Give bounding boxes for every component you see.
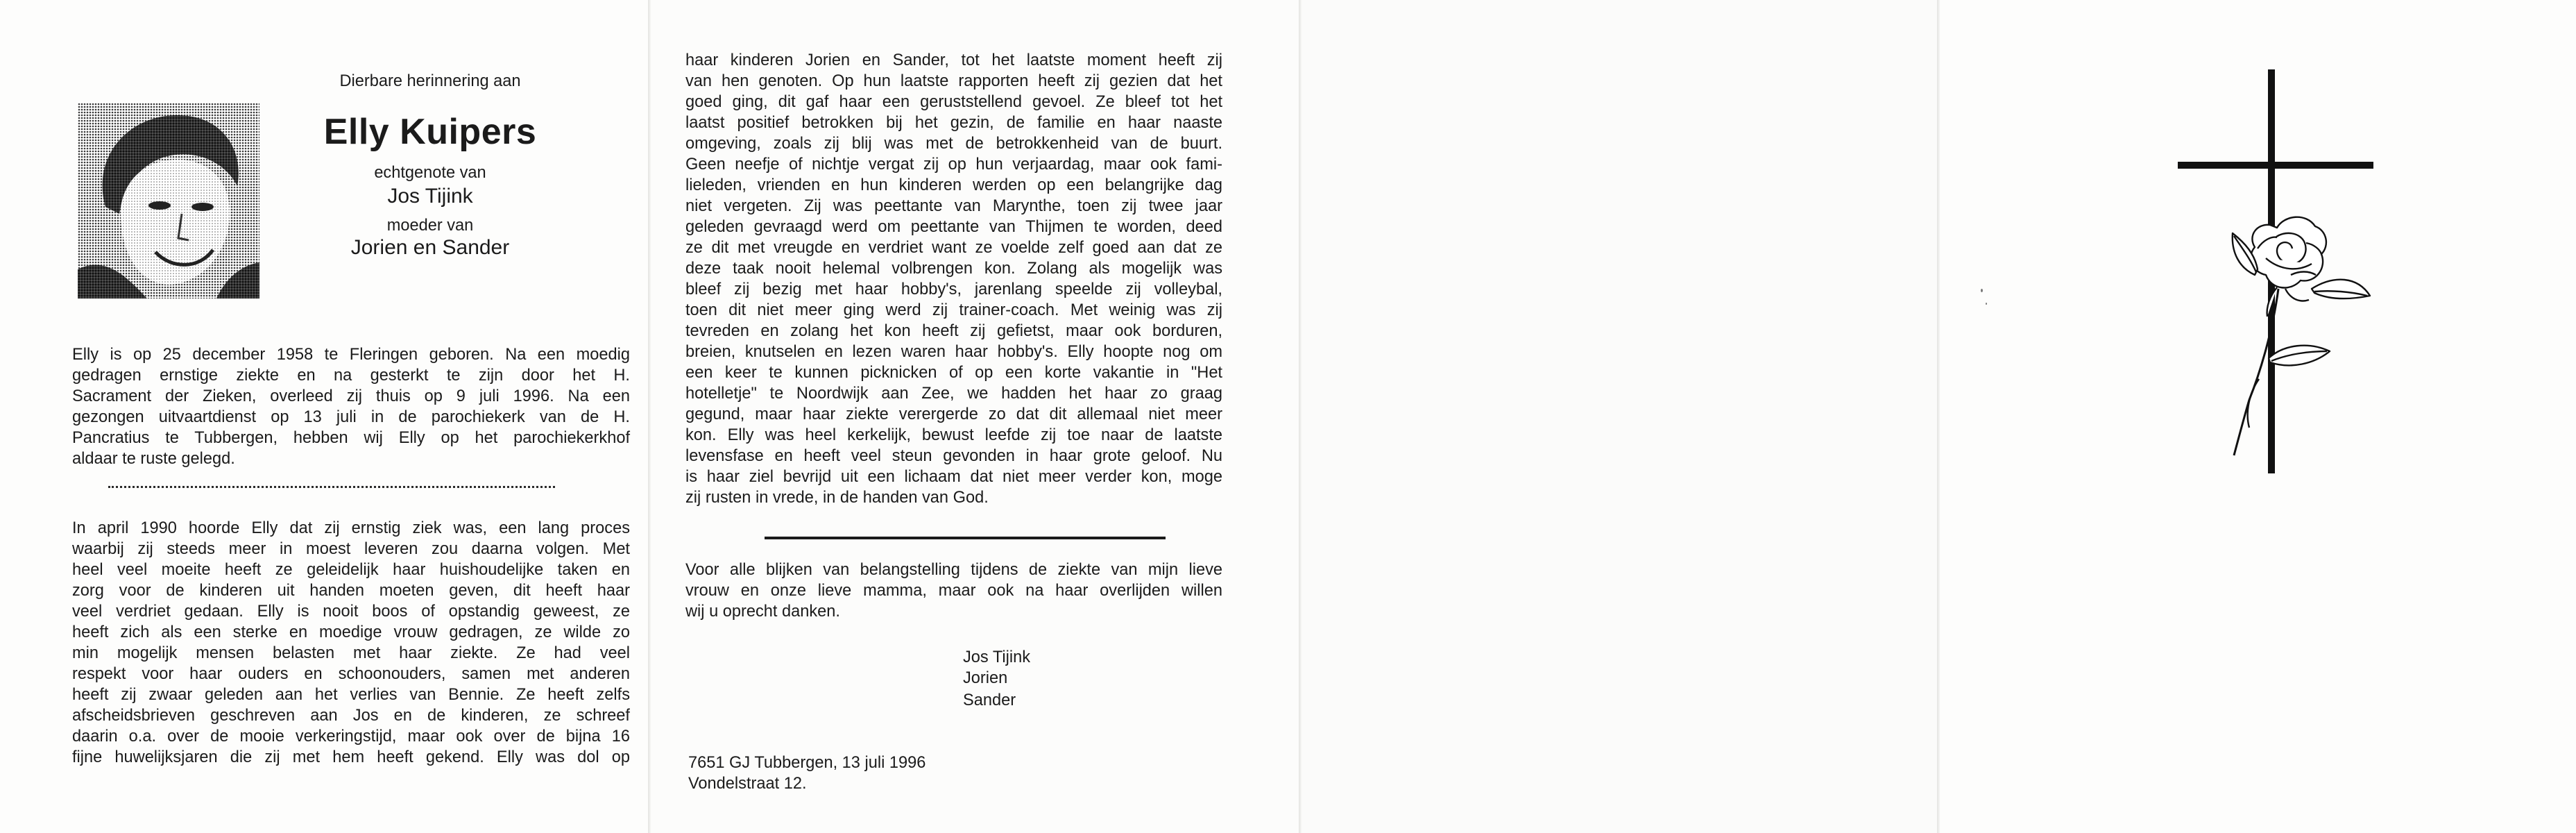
cross-with-rose-icon [2173,67,2381,476]
text-line: bleef zij bezig met haar hobby's, jarenlang speelde zij volleybal, [685,280,1222,298]
text-line: goed ging, dit gaf haar een geruststellend gevoel. Ze bleef tot het [685,93,1222,111]
story-paragraph-left [72,518,630,768]
signature-line: Jorien [963,669,1008,687]
paper-speck [1986,303,1987,305]
text-line: deze taak nooit helemal volbrengen kon. Zolang als mogelijk was [685,260,1222,278]
text-line: heeft zij zwaar geleden aan het verlies van Bennie. Ze heeft zelfs [72,686,630,704]
text-line: Pancratius te Tubbergen, hebben wij Elly op het parochiekerkhof [72,429,630,447]
text-line: waarbij zij steeds meer in moest leveren zou daarna volgen. Met [72,540,630,558]
text-line: gegund, maar haar ziekte verergerde zo dat dit allemaal niet meer [685,405,1222,423]
address-line: 7651 GJ Tubbergen, 13 juli 1996 [688,754,926,772]
text-line: ze dit met vreugde en verdriet want ze voelde zelf goed aan dat ze [685,239,1222,257]
fold-line [1299,0,1302,833]
text-line: fijne huwelijksjaren die zij met hem heeft gekend. Elly was dol op [72,748,630,766]
text-line: een keer te kunnen picknicken of op een korte vakantie in "Het [685,364,1222,382]
text-line: kon. Elly was heel kerkelijk, bewust leefde zij toe naar de laatste [685,426,1222,444]
dotted-divider [108,486,555,488]
spouse-label: echtgenote van [374,164,486,182]
intro-text: Dierbare herinnering aan [339,72,521,90]
thanks-paragraph [685,559,1222,622]
biography-paragraph [72,344,630,469]
text-line: is haar ziel bevrijd uit een lichaam dat niet meer verder kon, moge [685,468,1222,486]
mother-label: moeder van [386,217,474,235]
spouse-name: Jos Tijink [387,185,473,208]
text-line: niet vergeten. Zij was peettante van Marynthe, toen zij twee jaar [685,197,1222,215]
text-line: min mogelijk mensen belasten met haar ziekte. Ze had veel [72,644,630,662]
text-line: toen dit niet meer ging werd zij trainer-coach. Met weinig was zij [685,301,1222,319]
children-names: Jorien en Sander [350,236,510,259]
text-line: zorg voor de kinderen uit handen moeten geven, dit heeft haar [72,582,630,600]
text-line: laatst positief betrokken bij het gezin, de familie en haar naaste [685,114,1222,132]
text-line: breien, knutselen en lezen waren haar hobby's. Elly hoopte nog om [685,343,1222,361]
text-line: veel verdriet gedaan. Elly is nooit boos of opstandig geweest, ze [72,603,630,621]
fold-line [1937,0,1940,833]
text-line: aldaar te ruste gelegd. [72,450,235,468]
text-line: gedragen ernstige ziekte en na gesterkt te zijn door het H. [72,367,630,385]
signature-line: Jos Tijink [963,648,1031,666]
text-line: heeft zich als een sterke en moedige vrouw gedragen, ze wilde zo [72,623,630,641]
text-line: Sacrament der Zieken, overleed zij thuis op 9 juli 1996. Na een [72,387,630,405]
text-line: van hen genoten. Op hun laatste rapporten heeft zij gezien dat het [685,72,1222,90]
text-line: wij u oprecht danken. [685,603,840,621]
text-line: gezongen uitvaartdienst op 13 juli in de parochiekerk van de H. [72,408,630,426]
text-line: Geen neefje of nichtje vergat zij op hun verjaardag, maar ook fami- [685,155,1222,174]
text-line: afscheidsbrieven geschreven aan Jos en de kinderen, ze schreef [72,707,630,725]
text-line: hotelletje" te Noordwijk aan Zee, we hadden het haar zo graag [685,385,1222,403]
text-line: Voor alle blijken van belangstelling tijdens de ziekte van mijn lieve [685,561,1222,579]
text-line: tevreden en zolang het kon heeft zij gefietst, maar ook borduren, [685,322,1222,340]
signature-line: Sander [963,691,1016,709]
address-line: Vondelstraat 12. [688,775,807,793]
text-line: omgeving, zoals zij blij was met de betrokkenheid van de buurt. [685,135,1222,153]
horizontal-rule [765,537,1166,539]
text-line: In april 1990 hoorde Elly dat zij ernstig ziek was, een lang proces [72,519,630,537]
text-line: zij rusten in vrede, in de handen van God. [685,489,989,507]
deceased-name: Elly Kuipers [323,112,537,152]
text-line: geleden gevraagd werd om peettante van Thijmen te worden, deed [685,218,1222,236]
card-panel-back [1300,0,1938,833]
text-line: vrouw en onze lieve mamma, maar ook na haar overlijden willen [685,582,1222,600]
fold-line [648,0,651,833]
portrait-photo [78,103,259,298]
story-paragraph-right [685,50,1222,508]
text-line: daarin o.a. over de mooie verkeringstijd, maar ook over de bijna 16 [72,727,630,746]
text-line: haar kinderen Jorien en Sander, tot het laatste moment heeft zij [685,51,1222,69]
paper-speck [1981,289,1983,292]
text-line: lieleden, vrienden en hun kinderen werden op een belangrijke dag [685,176,1222,194]
text-line: respekt voor haar ouders en schoonouders, samen met anderen [72,665,630,683]
text-line: Elly is op 25 december 1958 te Fleringen geboren. Na een moedig [72,346,630,364]
text-line: heel veel moeite heeft ze geleidelijk haar huishoudelijke taken en [72,561,630,579]
text-line: levensfase en heeft veel steun gevonden in haar grote geloof. Nu [685,447,1222,465]
